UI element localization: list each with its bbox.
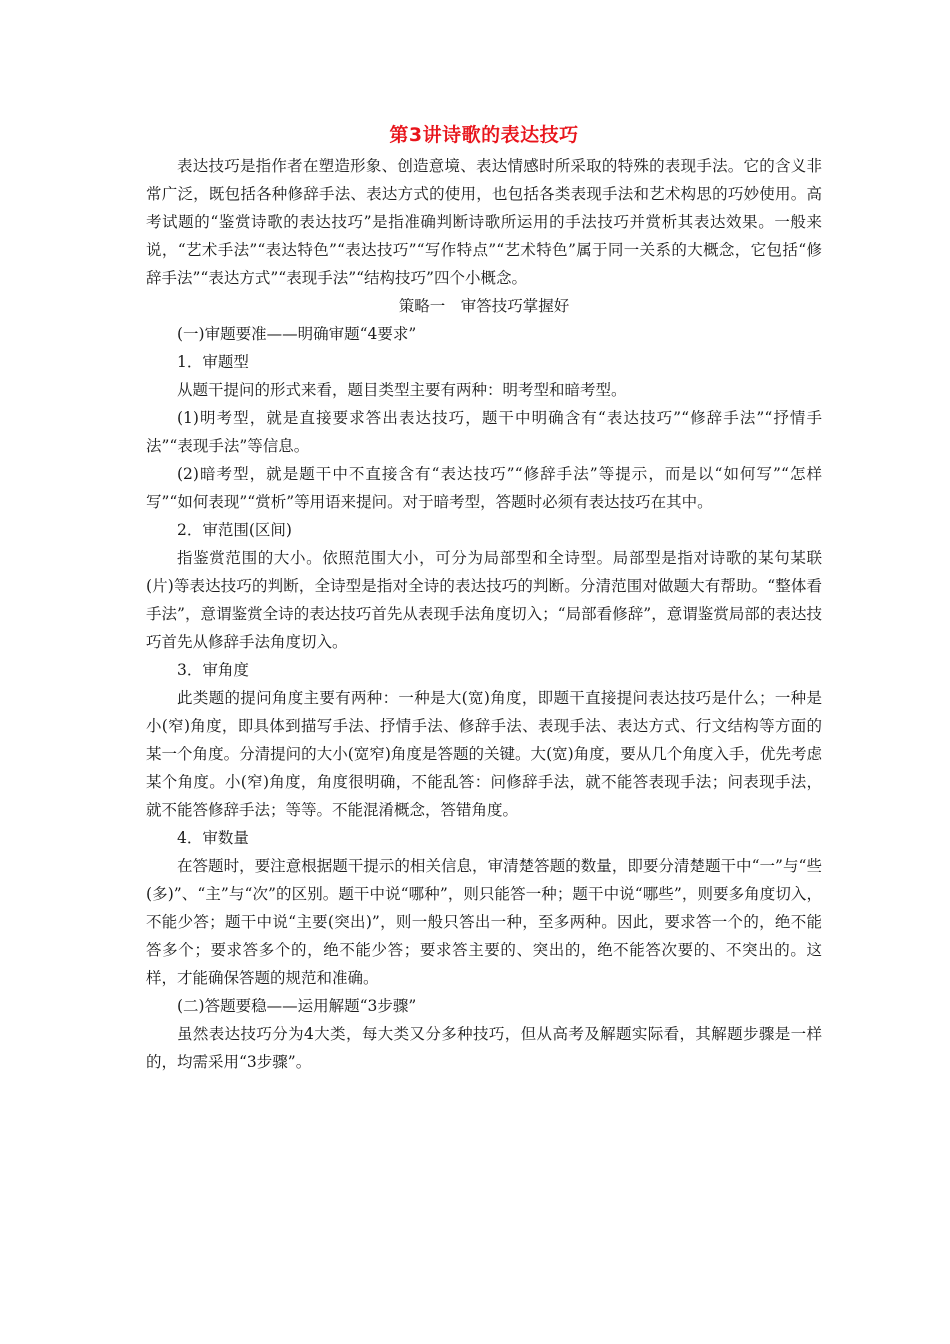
section2-paragraph-1: 指鉴赏范围的大小。依照范围大小，可分为局部型和全诗型。局部型是指对诗歌的某句某联(片)等表达技巧的判断，全诗型是指对全诗的表达技巧的判断。分清范围对做题大有帮助。“整体看手法”，意谓鉴赏全诗的表达技巧首先从表现手法角度切入；“局部看修辞”，意谓鉴赏局部的表达技巧首先从修辞手法角度切入。 bbox=[146, 549, 822, 651]
part2-paragraph-1: 虽然表达技巧分为4大类，每大类又分多种技巧，但从高考及解题实际看，其解题步骤是一样的，均需采用“3步骤”。 bbox=[146, 1025, 822, 1071]
section1-paragraph-2: (1)明考型，就是直接要求答出表达技巧，题干中明确含有“表达技巧”“修辞手法”“抒情手法”“表现手法”等信息。 bbox=[146, 409, 822, 455]
section2-heading: 2．审范围(区间) bbox=[177, 521, 292, 539]
section3-heading: 3．审角度 bbox=[177, 661, 249, 679]
strategy-heading: 策略一 审答技巧掌握好 bbox=[398, 297, 570, 315]
section1-paragraph-1: 从题干提问的形式来看，题目类型主要有两种：明考型和暗考型。 bbox=[177, 381, 627, 399]
part2-heading: (二)答题要稳——运用解题“3步骤” bbox=[177, 997, 417, 1015]
section1-paragraph-3: (2)暗考型，就是题干中不直接含有“表达技巧”“修辞手法”等提示，而是以“如何写”“怎样写”“如何表现”“赏析”等用语来提问。对于暗考型，答题时必须有表达技巧在其中。 bbox=[146, 465, 822, 511]
section3-paragraph-1: 此类题的提问角度主要有两种：一种是大(宽)角度，即题干直接提问表达技巧是什么；一种是小(窄)角度，即具体到描写手法、抒情手法、修辞手法、表现手法、表达方式、行文结构等方面的某一个角度。分清提问的大小(宽窄)角度是答题的关键。大(宽)角度，要从几个角度入手，优先考虑某个角度。小(窄)角度，角度很明确，不能乱答：问修辞手法，就不能答表现手法；问表现手法，就不能答修辞手法；等等。不能混淆概念，答错角度。 bbox=[146, 689, 822, 819]
section4-paragraph-1: 在答题时，要注意根据题干提示的相关信息，审清楚答题的数量，即要分清楚题干中“一”与“些(多)”、“主”与“次”的区别。题干中说“哪种”，则只能答一种；题干中说“哪些”，则要多角度切入，不能少答；题干中说“主要(突出)”，则一般只答出一种，至多两种。因此，要求答一个的，绝不能答多个；要求答多个的，绝不能少答；要求答主要的、突出的，绝不能答次要的、不突出的。这样，才能确保答题的规范和准确。 bbox=[146, 857, 822, 987]
section4-heading: 4．审数量 bbox=[177, 829, 249, 847]
document-title: 第3讲诗歌的表达技巧 bbox=[389, 124, 579, 146]
document-page bbox=[146, 118, 822, 1076]
intro-paragraph: 表达技巧是指作者在塑造形象、创造意境、表达情感时所采取的特殊的表现手法。它的含义非常广泛，既包括各种修辞手法、表达方式的使用，也包括各类表现手法和艺术构思的巧妙使用。高考试题的“鉴赏诗歌的表达技巧”是指准确判断诗歌所运用的手法技巧并赏析其表达效果。一般来说，“艺术手法”“表达特色”“表达技巧”“写作特点”“艺术特色”属于同一关系的大概念，它包括“修辞手法”“表达方式”“表现手法”“结构技巧”四个小概念。 bbox=[146, 157, 822, 287]
section1-heading: 1．审题型 bbox=[177, 353, 249, 371]
part1-heading: (一)审题要准——明确审题“4要求” bbox=[177, 325, 417, 343]
